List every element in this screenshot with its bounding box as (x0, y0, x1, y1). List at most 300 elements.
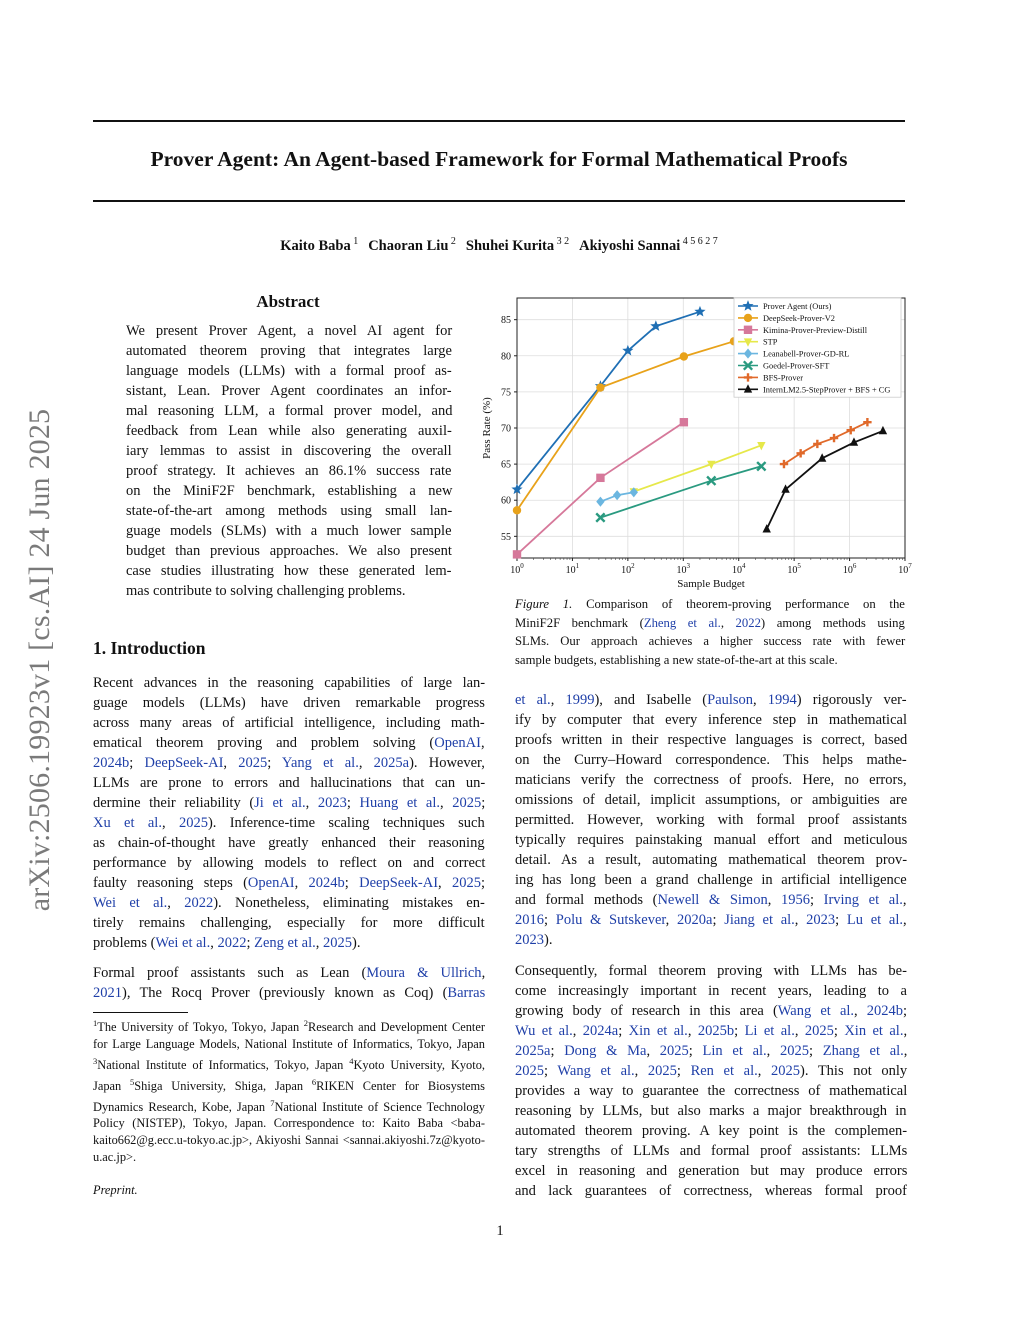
series-prover-agent-ours- (511, 306, 705, 494)
legend-entry: Goedel-Prover-SFT (763, 361, 830, 371)
text-segment: , (646, 1043, 660, 1059)
text-line: proof strategy. It achieves an 86.1% success rate (126, 463, 452, 479)
text-segment: ). Nonetheless, eliminating mistakes en- (213, 895, 485, 911)
author-name: Akiyoshi Sannai $^{4 5 6 2 7}$ (579, 236, 718, 254)
footnote-text: Kyoto University, Kyoto, Japan (93, 1057, 485, 1093)
y-tick-label: 65 (501, 459, 511, 471)
citation-link[interactable]: Huang et al. (359, 795, 441, 811)
citation-link[interactable]: 2025 (804, 1023, 834, 1039)
footnote-marker: 1 (93, 1018, 98, 1028)
text-segment: and lack guarantees of correctness, whereas formal proof (515, 1183, 907, 1199)
data-point (513, 550, 521, 558)
text-segment: , (766, 1043, 781, 1059)
text-segment: , (902, 892, 907, 908)
abstract-heading: Abstract (256, 292, 320, 311)
data-point (847, 426, 855, 434)
text-line (93, 753, 485, 773)
text-segment: ; (688, 1043, 703, 1059)
x-tick-label: $10^3$ (676, 562, 691, 576)
data-point (513, 506, 521, 514)
citation-link[interactable]: Xu et al. (93, 815, 162, 831)
text-line (93, 913, 485, 933)
text-segment: , (550, 692, 566, 708)
data-point (694, 306, 705, 317)
citation-link[interactable]: Xin et al. (628, 1023, 688, 1039)
text-segment: ) among methods using (760, 615, 905, 630)
footnote-marker: 2 (303, 1018, 309, 1028)
x-axis-label: Sample Budget (677, 578, 745, 590)
text-segment: problems ( (93, 935, 156, 951)
citation-link[interactable]: Paulson (707, 692, 754, 708)
citation-link[interactable]: 2021 (93, 985, 122, 1001)
text-segment: , (294, 875, 309, 891)
text-segment: ), and Isabelle ( (594, 692, 708, 708)
text-segment: ; (833, 1023, 845, 1039)
text-segment: permitted. However, working with formal proof assistants (515, 812, 908, 828)
text-line (515, 790, 907, 810)
text-line (515, 850, 907, 870)
text-segment: ; (835, 912, 847, 928)
top-rule (93, 120, 905, 122)
text-segment: and formal methods ( (515, 892, 658, 908)
text-line (515, 1021, 907, 1041)
text-segment: on the Curry–Howard correspondence. This helps mathe- (515, 752, 907, 768)
text-segment: ; (676, 1063, 691, 1079)
text-line: state-of-the-art among methods using small lan- (126, 503, 453, 519)
text-segment: ; (344, 875, 360, 891)
legend-entry: BFS-Prover (763, 373, 804, 383)
text-line (515, 614, 905, 633)
intro-paragraph-1 (93, 673, 485, 953)
citation-link[interactable]: Lin et al. (702, 1043, 767, 1059)
text-line (93, 983, 485, 1003)
text-segment: ; (346, 795, 360, 811)
arxiv-stamp: arXiv:2506.19923v1 [cs.AI] 24 Jun 2025 (23, 408, 56, 912)
paper-title: Prover Agent: An Agent-based Framework for Formal Mathematical Proofs (150, 147, 848, 171)
text-segment: , (481, 965, 486, 981)
text-line (93, 693, 485, 713)
citation-link[interactable]: Wu et al. (515, 1023, 573, 1039)
text-line: feedback from Lean while also generating auxil- (126, 423, 452, 439)
citation-link[interactable]: DeepSeek-AI (144, 755, 224, 771)
text-segment: MiniF2F benchmark ( (515, 615, 644, 630)
series-deepseek-prover-v2 (513, 337, 738, 514)
citation-link[interactable]: 2024b (308, 875, 345, 891)
legend-marker (744, 326, 752, 334)
text-segment: , (315, 935, 323, 951)
text-line (93, 963, 485, 983)
text-segment: , (634, 1063, 648, 1079)
text-line (515, 910, 907, 930)
text-line (93, 833, 485, 853)
text-segment: ; (129, 755, 145, 771)
text-segment: , (438, 875, 452, 891)
citation-link[interactable]: et al. (515, 692, 551, 708)
x-tick-label: $10^6$ (842, 562, 857, 576)
footnote-marker: 4 (349, 1055, 354, 1066)
text-segment: , (210, 935, 218, 951)
text-segment: , (854, 1003, 867, 1019)
text-line (93, 853, 485, 873)
x-tick-label: $10^2$ (621, 562, 635, 576)
text-segment: Formal proof assistants such as Lean ( (93, 965, 367, 981)
text-line (515, 690, 907, 710)
text-segment: , (753, 692, 768, 708)
citation-link[interactable]: Lu et al. (846, 912, 903, 928)
text-segment: ) rigorously ver- (796, 692, 907, 708)
text-segment: detail. As a result, automating mathematical theorem prov- (515, 852, 908, 868)
y-tick-label: 80 (501, 351, 511, 363)
text-segment: LLMs are prone to errors and hallucinations that can un- (93, 775, 486, 791)
text-segment: ). (544, 932, 553, 948)
figure-1-chart (476, 290, 916, 590)
text-segment: guage models (LLMs) have driven remarkable progress (93, 695, 485, 711)
footnote-text: RIKEN Center for Biosystems Dynamics Research, Kobe, Japan (93, 1078, 485, 1114)
text-segment: , (767, 892, 781, 908)
citation-link[interactable]: 2025b (697, 1023, 735, 1039)
citation-link[interactable]: 2025 (659, 1043, 689, 1059)
text-line: language models (LLMs) with a formal proof as- (126, 363, 452, 379)
text-line (515, 890, 907, 910)
footnote-marker: 5 (130, 1076, 135, 1087)
author-name: Chaoran Liu $^2$ (368, 236, 456, 254)
text-line (93, 793, 485, 813)
text-line: guage models (SLMs) with a much lower sample (126, 523, 452, 539)
citation-link[interactable]: 1956 (780, 892, 810, 908)
text-segment: across many areas of artificial intelligence, including math- (93, 715, 485, 731)
y-axis-label: Pass Rate (%) (481, 397, 493, 459)
text-segment: sample budgets, establishing a new state-of-the-art at this scale. (515, 652, 838, 667)
text-segment: ; (618, 1023, 629, 1039)
citation-link[interactable]: Dong & Ma (564, 1043, 647, 1059)
series-stp (630, 442, 766, 497)
citation-link[interactable]: 2024a (582, 1023, 619, 1039)
figure-1-caption (515, 595, 905, 669)
text-segment: , (572, 1023, 583, 1039)
text-line (515, 961, 907, 981)
text-line (515, 1121, 907, 1141)
text-line: sistant, Lean. Prover Agent coordinates an infor- (126, 383, 452, 399)
text-segment: , (665, 912, 678, 928)
text-segment: ). (351, 935, 361, 951)
citation-link[interactable]: 2025 (238, 755, 268, 771)
text-line: budget than previous approaches. We also present (126, 543, 452, 559)
citation-link[interactable]: 2025 (452, 795, 482, 811)
text-segment: ). However, (409, 755, 485, 771)
text-segment: ; (903, 1003, 908, 1019)
text-segment: maticians verify the correctness of proofs. Here, no errors, (515, 772, 907, 788)
text-segment: Recent advances in the reasoning capabilities of large lan- (93, 675, 486, 691)
text-line (515, 830, 907, 850)
text-line (515, 632, 905, 651)
citation-link[interactable]: Newell & Simon (657, 892, 768, 908)
citation-link[interactable]: 2025 (322, 935, 352, 951)
citation-link[interactable]: Ren et al. (690, 1063, 758, 1079)
text-line: iary lemmas to assist in discovering the overall (126, 443, 452, 459)
text-line (515, 1041, 907, 1061)
citation-link[interactable]: Moura & Ullrich (366, 965, 482, 981)
y-tick-label: 75 (501, 387, 511, 399)
y-tick-label: 85 (501, 315, 511, 327)
text-segment: faulty reasoning steps ( (93, 875, 248, 891)
text-line (515, 1181, 907, 1201)
text-segment: , (223, 755, 239, 771)
text-segment: ; (544, 1063, 558, 1079)
text-line (515, 1161, 907, 1181)
text-segment: tary strengths of LLMs and formal proof assistants: LLMs (515, 1143, 908, 1159)
citation-link[interactable]: 2025 (647, 1063, 677, 1079)
y-tick-label: 70 (501, 423, 511, 435)
text-segment: ; (267, 755, 282, 771)
text-segment: ). This not only (800, 1063, 908, 1079)
text-line (93, 873, 485, 893)
citation-link[interactable]: 2025 (178, 815, 208, 831)
text-line (93, 893, 485, 913)
citation-link[interactable]: 2022 (217, 935, 247, 951)
legend-entry: Kimina-Prover-Preview-Distill (763, 325, 868, 335)
citation-link[interactable]: 2025 (515, 1063, 544, 1079)
author-name: Kaito Baba $^1$ (280, 236, 359, 254)
citation-link[interactable]: Irving et al. (823, 892, 903, 908)
author-list (93, 236, 905, 255)
text-segment: , (794, 1023, 805, 1039)
text-line (515, 1061, 907, 1081)
legend-entry: Leanabell-Prover-GD-RL (763, 349, 850, 359)
intro-paragraph-2 (93, 963, 485, 1003)
footnote-rule (93, 1012, 188, 1013)
y-tick-label: 55 (501, 531, 511, 543)
x-tick-label: $10^0$ (510, 562, 524, 576)
right-paragraph-1 (515, 690, 907, 950)
text-segment: typically requires painstaking manual effort and meticulous (515, 832, 908, 848)
text-segment: , (902, 912, 907, 928)
legend-entry: InternLM2.5-StepProver + BFS + CG (763, 385, 891, 395)
author-affiliation-marker: 3 2 (554, 236, 570, 247)
text-segment: , (161, 815, 179, 831)
text-segment: ; (550, 1043, 565, 1059)
abstract-body (126, 321, 452, 601)
citation-link[interactable]: 2023 (317, 795, 347, 811)
citation-link[interactable]: 2025 (780, 1043, 810, 1059)
text-segment: ). Inference-time scaling techniques such (207, 815, 485, 831)
citation-link[interactable]: Ji et al. (254, 795, 306, 811)
x-tick-label: $10^1$ (565, 562, 580, 576)
footnote-marker: 3 (93, 1055, 98, 1066)
text-segment: excel in reasoning and generation but may produce errors (515, 1163, 908, 1179)
text-line (93, 773, 485, 793)
citation-link[interactable]: Barras (447, 985, 486, 1001)
text-segment: ), The Rocq Prover (previously known as Coq) ( (122, 985, 448, 1001)
citation-link[interactable]: Wei et al. (93, 895, 168, 911)
citation-link[interactable]: Li et al. (744, 1023, 795, 1039)
legend-marker (744, 314, 752, 322)
footnote-marker: 7 (270, 1097, 275, 1108)
text-segment: , (903, 1043, 908, 1059)
text-segment: provides a way to guarantee the correctness of mathematical (515, 1083, 908, 1099)
citation-link[interactable]: 2022 (735, 615, 761, 630)
data-point (596, 497, 604, 507)
series-kimina-prover-preview-distill (513, 418, 688, 559)
data-point (813, 440, 821, 448)
citation-link[interactable]: Wang et al. (777, 1003, 855, 1019)
data-point (680, 352, 688, 360)
x-tick-label: $10^4$ (731, 562, 746, 576)
text-line: case studies illustrating how these generated lem- (126, 563, 452, 579)
footnote-marker: 6 (311, 1076, 317, 1087)
text-segment: , (480, 735, 485, 751)
data-point (763, 524, 771, 532)
text-segment: , (720, 615, 736, 630)
title-bottom-rule (93, 200, 905, 202)
author-affiliation-marker: 1 (350, 236, 359, 247)
series-goedel-prover-sft (596, 462, 765, 522)
text-line (515, 750, 907, 770)
footnote-text: National Institute of Informatics, Tokyo, Japan (97, 1057, 350, 1072)
text-line (515, 810, 907, 830)
text-segment: ematical theorem proving and problem solving ( (93, 735, 435, 751)
citation-link[interactable]: 2025a (515, 1043, 551, 1059)
text-segment: ; (544, 912, 556, 928)
text-segment: performance by allowing models to reflect on and correct (93, 855, 486, 871)
citation-link[interactable]: 2025a (373, 755, 410, 771)
data-point (830, 434, 838, 442)
affiliations-footnote (93, 1015, 485, 1166)
text-segment: ; (809, 1043, 823, 1059)
text-line: We present Prover Agent, a novel AI agent for (126, 323, 453, 339)
chart-legend (734, 298, 901, 397)
text-segment: dermine their reliability ( (93, 795, 255, 811)
citation-link[interactable]: Polu & Sutskever (555, 912, 666, 928)
text-line (515, 1001, 907, 1021)
series-line (517, 312, 700, 490)
citation-link[interactable]: Wang et al. (557, 1063, 635, 1079)
citation-link[interactable]: 1999 (565, 692, 595, 708)
citation-link[interactable]: OpenAI (434, 735, 481, 751)
x-tick-label: $10^7$ (898, 562, 912, 576)
citation-link[interactable]: 2024b (93, 755, 130, 771)
text-segment: SLMs. Our approach achieves a higher success rate with fewer (515, 634, 906, 648)
text-line (515, 1141, 907, 1161)
text-segment: , (167, 895, 185, 911)
text-line: automated theorem proving that integrates large (126, 343, 452, 359)
text-line (93, 813, 485, 833)
citation-link[interactable]: 2024b (866, 1003, 904, 1019)
citation-link[interactable]: DeepSeek-AI (359, 875, 439, 891)
text-segment: , (440, 795, 453, 811)
text-line (93, 673, 485, 693)
figure-label: Figure 1. (515, 597, 587, 611)
data-point (596, 383, 604, 391)
citation-link[interactable]: OpenAI (247, 875, 295, 891)
footnote-text: The University of Tokyo, Tokyo, Japan (97, 1020, 304, 1035)
text-segment: reasoning by LLMs, but also marks a major breakthrough in (515, 1103, 907, 1119)
text-line: on the MiniF2F benchmark, establishing a new (126, 483, 453, 499)
citation-link[interactable]: 1994 (767, 692, 797, 708)
text-line (515, 1101, 907, 1121)
text-line (515, 595, 905, 614)
text-segment: omissions of detail, implicit assumptions, or ambiguities are (515, 792, 908, 808)
citation-link[interactable]: 2022 (184, 895, 214, 911)
legend-box (734, 298, 901, 397)
footnote-text: Research and Development Center for Large Language Models, National Institute of Informatics, Tokyo, Japan (93, 1020, 485, 1051)
author-affiliation-marker: 4 5 6 2 7 (680, 236, 718, 247)
data-point (781, 484, 789, 492)
citation-link[interactable]: Wei et al. (155, 935, 211, 951)
citation-link[interactable]: Zhang et al. (822, 1043, 904, 1059)
citation-link[interactable]: Xin et al. (844, 1023, 904, 1039)
y-tick-label: 60 (501, 495, 511, 507)
text-segment: , (687, 1023, 698, 1039)
text-line (515, 651, 905, 670)
text-segment: ify by computer that every inference step in mathematical (515, 712, 907, 728)
legend-entry: STP (763, 337, 778, 347)
author-affiliation-marker: 2 (448, 236, 456, 247)
text-segment: ; (480, 875, 485, 891)
data-point (613, 490, 621, 500)
footnote-text: Shiga University, Shiga, Japan (134, 1078, 312, 1093)
text-line (93, 933, 485, 953)
text-segment: , (305, 795, 318, 811)
text-segment: automated theorem proving. A key point is the complemen- (515, 1123, 908, 1139)
data-point (596, 474, 604, 482)
text-segment: ; (734, 1023, 745, 1039)
text-line (515, 770, 907, 790)
data-point (863, 418, 871, 426)
text-line: mas contribute to solving challenging problems. (126, 583, 406, 599)
series-line (517, 422, 684, 554)
citation-link[interactable]: Jiang et al. (724, 912, 795, 928)
text-segment: ; (481, 795, 486, 811)
data-point (680, 418, 688, 426)
section-heading-introduction: 1. Introduction (93, 638, 206, 658)
text-segment: , (903, 1023, 908, 1039)
x-tick-label: $10^5$ (787, 562, 801, 576)
citation-link[interactable]: Zheng et al. (643, 615, 721, 630)
text-line (93, 713, 485, 733)
series-line (767, 431, 883, 529)
data-point (879, 426, 887, 434)
text-segment: Comparison of theorem-proving performance on the (586, 597, 905, 611)
citation-link[interactable]: 2023 (806, 912, 836, 928)
citation-link[interactable]: 2025 (771, 1063, 800, 1079)
citation-link[interactable]: 2025 (451, 875, 481, 891)
citation-link[interactable]: Yang et al. (281, 755, 359, 771)
author-name: Shuhei Kurita $^{3 2}$ (465, 236, 570, 254)
right-paragraph-2 (515, 961, 907, 1201)
page-number: 1 (496, 1223, 504, 1239)
legend-entry: Prover Agent (Ours) (763, 302, 832, 311)
text-segment: ; (246, 935, 255, 951)
text-line (515, 1081, 907, 1101)
text-segment: growing body of research in this area ( (515, 1003, 778, 1019)
citation-link[interactable]: 2016 (515, 912, 544, 928)
text-segment: , (358, 755, 374, 771)
citation-link[interactable]: Zeng et al. (254, 935, 316, 951)
text-segment: Consequently, formal theorem proving with LLMs has be- (515, 963, 907, 979)
text-segment: ; (809, 892, 824, 908)
text-segment: as chain-of-thought have greatly enhanced their reasoning (93, 835, 485, 851)
text-line (93, 733, 485, 753)
text-segment: come increasingly important in recent years, leading to a (515, 983, 907, 999)
legend-entry: DeepSeek-Prover-V2 (763, 313, 835, 323)
citation-link[interactable]: 2023 (515, 932, 544, 948)
text-segment: , (757, 1063, 771, 1079)
citation-link[interactable]: 2020a (677, 912, 713, 928)
footnote-text: National Institute of Science Technology Policy (NISTEP), Tokyo, Japan. Correspondence to: Kaito Baba <baba-kaito662@g.ecc.u-tokyo.ac.jp>, Akiyoshi Sannai <sannai.akiyoshi.7z@kyoto-u.ac.jp>. (93, 1099, 485, 1165)
text-segment: , (794, 912, 807, 928)
series-leanabell-prover-gd-rl (596, 487, 638, 506)
text-line (515, 870, 907, 890)
